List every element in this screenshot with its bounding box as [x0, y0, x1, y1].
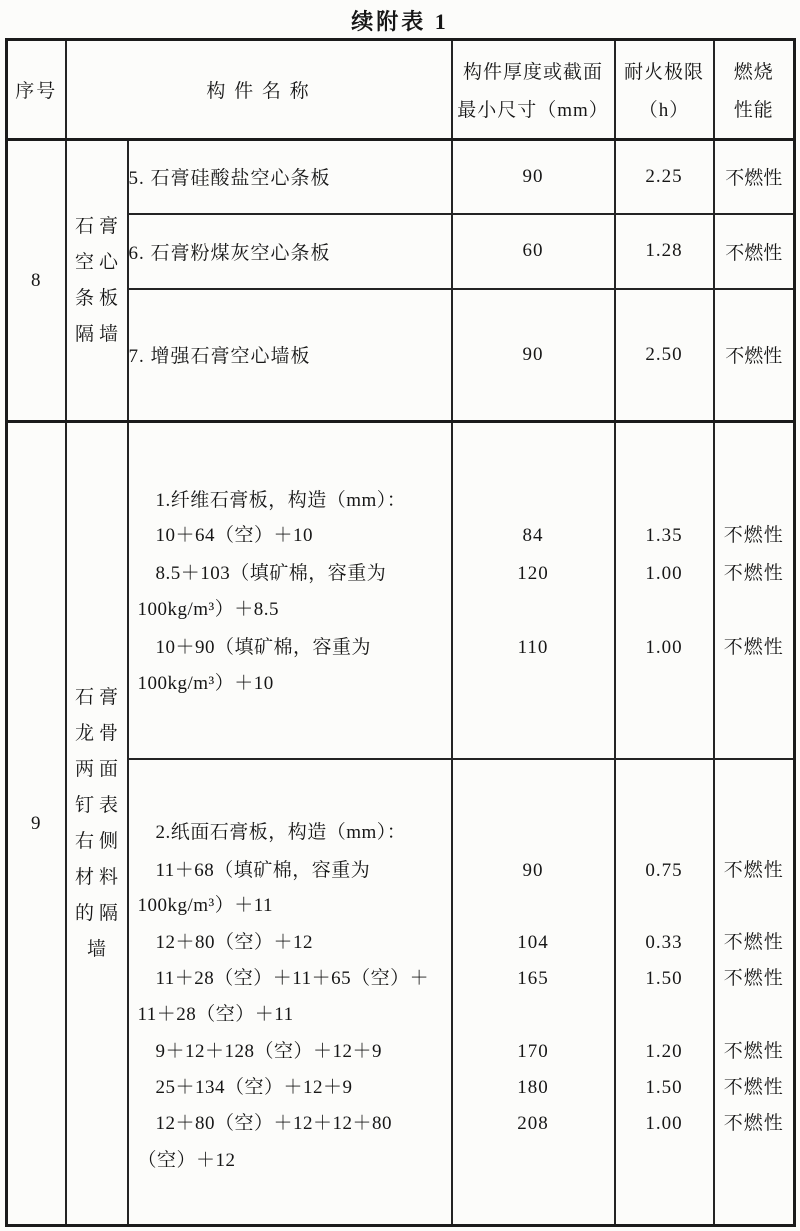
construction-line: 25＋134（空）＋12＋9	[155, 1076, 353, 1098]
thickness-cell: 90	[452, 140, 615, 214]
fire-limit-cell	[615, 422, 714, 759]
combustibility-value: 不燃性	[723, 1112, 784, 1134]
fire-resistance-table	[5, 38, 796, 1227]
group-label-line: 两面	[74, 758, 123, 780]
group-label-line: 的隔	[74, 902, 123, 924]
construction-line: 10＋90（填矿棉，容重为	[155, 637, 372, 658]
fire-limit-value: 1.35	[645, 525, 683, 546]
group-label-line: 石膏	[74, 215, 123, 237]
component-name-cell: 5. 石膏硅酸盐空心条板	[128, 140, 452, 214]
thickness-cell	[452, 759, 615, 1226]
header-thickness-line1: 构件厚度或截面	[463, 62, 604, 83]
serial-cell-8: 8	[7, 140, 66, 422]
fire-limit-cell: 2.25	[615, 140, 714, 214]
construction-line: 8.5＋103（填矿棉，容重为	[155, 563, 387, 584]
combustibility-cell: 不燃性	[714, 140, 795, 214]
thickness-value: 170	[517, 1040, 549, 1062]
fire-limit-value: 1.20	[645, 1040, 683, 1062]
fire-limit-cell: 1.28	[615, 214, 714, 289]
group-label-line: 右侧	[74, 830, 123, 852]
group-label-line: 隔墙	[74, 323, 123, 345]
thickness-value: 120	[517, 563, 549, 584]
component-name-cell: 6. 石膏粉煤灰空心条板	[128, 214, 452, 289]
group-label-line: 石膏	[74, 686, 123, 708]
group-label-line: 空心	[74, 251, 123, 273]
group-label-line: 龙骨	[74, 722, 123, 744]
fire-limit-value: 1.00	[645, 563, 683, 584]
header-component-name: 构 件 名 称	[66, 40, 452, 140]
fire-limit-value: 1.00	[645, 1112, 683, 1134]
combustibility-value: 不燃性	[723, 525, 784, 546]
combustibility-value: 不燃性	[723, 931, 784, 953]
header-combustibility-line1: 燃烧	[733, 62, 774, 83]
construction-line: 2.纸面石膏板，构造（mm）：	[155, 821, 407, 843]
construction-line: 11＋28（空）＋11	[137, 1003, 294, 1025]
component-name-cell	[128, 759, 452, 1226]
construction-line: 11＋28（空）＋11＋65（空）＋	[155, 967, 430, 989]
header-fire-limit	[615, 40, 714, 140]
construction-line: 100kg/m³）＋10	[137, 673, 274, 694]
construction-line: 9＋12＋128（空）＋12＋9	[155, 1040, 383, 1062]
table-header-row	[7, 40, 795, 140]
table-row	[7, 140, 795, 214]
combustibility-cell	[714, 759, 795, 1226]
construction-line: （空）＋12	[137, 1149, 236, 1171]
header-thickness-line2: 最小尺寸（mm）	[457, 100, 609, 121]
fire-limit-value: 1.50	[645, 1076, 683, 1098]
header-fire-limit-line2: （h）	[638, 100, 690, 121]
thickness-cell	[452, 422, 615, 759]
construction-line: 100kg/m³）＋11	[137, 894, 274, 916]
group-label-line: 墙	[86, 938, 111, 960]
serial-cell-9: 9	[7, 422, 66, 1226]
combustibility-value: 不燃性	[723, 967, 784, 989]
combustibility-value: 不燃性	[723, 563, 784, 584]
combustibility-cell: 不燃性	[714, 214, 795, 289]
construction-line: 10＋64（空）＋10	[155, 525, 314, 546]
combustibility-value: 不燃性	[723, 1040, 784, 1062]
combustibility-value: 不燃性	[723, 1076, 784, 1098]
header-fire-limit-line1: 耐火极限	[624, 62, 705, 83]
component-name-cell	[128, 422, 452, 759]
fire-limit-cell: 2.50	[615, 289, 714, 422]
header-combustibility-line2: 性能	[733, 100, 774, 121]
fire-limit-cell	[615, 759, 714, 1226]
thickness-cell: 90	[452, 289, 615, 422]
combustibility-cell	[714, 422, 795, 759]
header-thickness	[452, 40, 615, 140]
group-label-line: 条板	[74, 287, 123, 309]
construction-line: 100kg/m³）＋8.5	[137, 599, 280, 620]
header-combustibility	[714, 40, 795, 140]
fire-limit-value: 1.50	[645, 967, 683, 989]
combustibility-value: 不燃性	[723, 859, 784, 881]
fire-limit-value: 0.33	[645, 931, 683, 953]
combustibility-cell: 不燃性	[714, 289, 795, 422]
thickness-value: 104	[517, 931, 549, 953]
group-label-line: 钉表	[74, 794, 123, 816]
construction-line: 12＋80（空）＋12	[155, 931, 314, 953]
thickness-value: 165	[517, 967, 549, 989]
thickness-value: 110	[517, 637, 549, 658]
table-row	[7, 422, 795, 759]
thickness-value: 90	[522, 859, 544, 881]
group-label-8	[66, 140, 128, 422]
thickness-value: 208	[517, 1112, 549, 1134]
thickness-cell: 60	[452, 214, 615, 289]
construction-line: 11＋68（填矿棉，容重为	[155, 859, 371, 881]
fire-limit-value: 0.75	[645, 859, 683, 881]
construction-line: 1.纤维石膏板，构造（mm）：	[155, 490, 407, 511]
group-label-line: 材料	[74, 866, 123, 888]
construction-line: 12＋80（空）＋12＋12＋80	[155, 1112, 393, 1134]
combustibility-value: 不燃性	[723, 637, 784, 658]
component-name-cell: 7. 增强石膏空心墙板	[128, 289, 452, 422]
group-label-9	[66, 422, 128, 1226]
header-serial: 序号	[7, 40, 66, 140]
page-title: 续附表 1	[351, 9, 449, 34]
thickness-value: 84	[522, 525, 544, 546]
fire-limit-value: 1.00	[645, 637, 683, 658]
thickness-value: 180	[517, 1076, 549, 1098]
